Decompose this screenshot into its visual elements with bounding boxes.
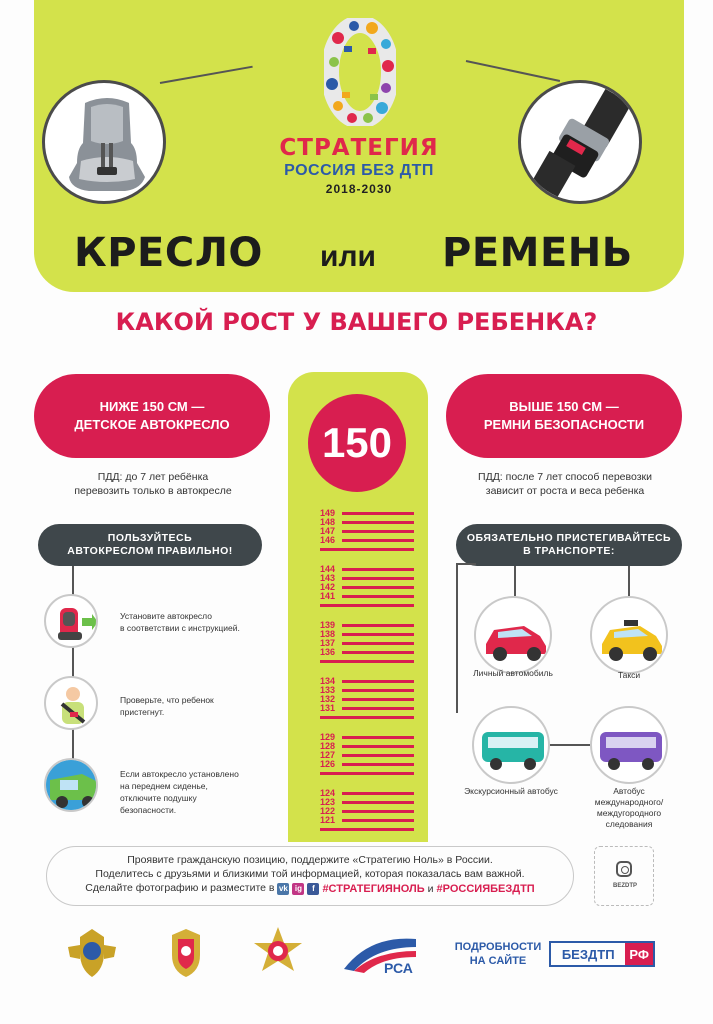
step-2-line1: Проверьте, что ребенок (120, 695, 214, 705)
step-1-circle (44, 594, 98, 648)
ruler-tick-label: 137 (320, 638, 336, 648)
ruler-tick-label: 134 (320, 676, 336, 686)
seatbelt-child-icon (46, 678, 98, 730)
hashtag-russia[interactable]: #РОССИЯБЕЗДТП (436, 883, 535, 895)
ruler-tick (342, 707, 414, 710)
headline-chair: КРЕСЛО (74, 230, 263, 276)
more-line2: НА САЙТЕ (469, 955, 527, 967)
step-2-line2: пристегнут. (120, 707, 165, 717)
ruler-tick-label: 126 (320, 759, 336, 769)
ruler-tick (342, 577, 414, 580)
ruler-tick-label: 121 (320, 815, 336, 825)
right-note-line1: ПДД: после 7 лет способ перевозки (478, 471, 652, 483)
ruler-tick-label: 129 (320, 732, 336, 742)
buckle-up-bar (456, 524, 682, 566)
buckle-up-line2: В ТРАНСПОРТЕ: (523, 545, 615, 557)
left-note-line1: ПДД: до 7 лет ребёнка (97, 471, 209, 483)
logo-years: 2018-2030 (325, 182, 393, 196)
ruler-tick-label: 142 (320, 582, 336, 592)
step-1-line2: в соответствии с инструкцией. (120, 623, 240, 633)
red-car-icon (476, 598, 552, 674)
intercity-bus-circle (590, 706, 668, 784)
ministry-transport-emblem-icon (64, 925, 120, 981)
hashtag-and: и (427, 883, 434, 895)
green-car-icon (46, 760, 98, 812)
left-rule-note (28, 470, 278, 498)
intercity-bus-icon (592, 708, 668, 784)
ruler-tick (342, 539, 414, 542)
height-ruler (288, 372, 428, 842)
hashtag-strategy[interactable]: #СТРАТЕГИЯНОЛЬ (322, 883, 425, 895)
ruler-tick (342, 736, 414, 739)
ruler-tick (342, 586, 414, 589)
intercity-line4: следования (605, 819, 653, 829)
civic-message (46, 846, 574, 906)
ruler-tick-label: 122 (320, 806, 336, 816)
child-seat-icon (45, 83, 166, 204)
connector-right (466, 60, 560, 82)
ruler-tick-label: 149 (320, 508, 336, 518)
ruler-tick (342, 689, 414, 692)
qr-label: BEZDTP (613, 883, 637, 889)
intercity-line1: Автобус (613, 786, 645, 796)
more-line1: ПОДРОБНОСТИ (454, 941, 542, 953)
ruler-tick-label: 136 (320, 647, 336, 657)
strategy-logo (254, 18, 464, 203)
step-3-text (120, 768, 270, 816)
above-150-line1: ВЫШЕ 150 СМ — (509, 399, 619, 414)
step-3-line4: безопасности. (120, 805, 177, 815)
below-150-line2: ДЕТСКОЕ АВТОКРЕСЛО (74, 417, 230, 432)
ruler-badge: 150 (308, 394, 406, 492)
ruler-tick-label: 131 (320, 703, 336, 713)
ruler-tick (342, 754, 414, 757)
civic-line1: Проявите гражданскую позицию, поддержите «Стратегию Ноль» в России. (127, 854, 493, 866)
right-rule-note (440, 470, 690, 498)
page-question: КАКОЙ РОСТ У ВАШЕГО РЕБЕНКА? (115, 308, 598, 336)
facebook-icon[interactable]: f (307, 883, 319, 895)
intercity-bus-label (574, 786, 684, 830)
right-connector-v1 (514, 566, 516, 596)
ruler-tick (342, 698, 414, 701)
right-connector-v2 (628, 566, 630, 596)
use-seat-line1: ПОЛЬЗУЙТЕСЬ (107, 532, 193, 544)
social-links (277, 882, 534, 896)
headline-or: или (320, 240, 376, 273)
ruler-major-tick (320, 828, 414, 831)
site-link[interactable] (549, 941, 655, 967)
ruler-tick-label: 133 (320, 685, 336, 695)
ruler-tick (342, 745, 414, 748)
ruler-tick (342, 642, 414, 645)
step-1-text (120, 610, 270, 634)
above-150-line2: РЕМНИ БЕЗОПАСНОСТИ (483, 417, 645, 432)
ruler-major-tick (320, 548, 414, 551)
taxi-circle (590, 596, 668, 674)
site-domain: РФ (625, 943, 653, 965)
instagram-qr[interactable] (594, 846, 654, 906)
ruler-major-tick (320, 716, 414, 719)
site-name: БЕЗДТП (561, 946, 615, 962)
ruler-tick (342, 819, 414, 822)
seatbelt-icon (521, 83, 642, 204)
vk-icon[interactable]: vk (278, 884, 288, 893)
logo-title: СТРАТЕГИЯ (279, 135, 439, 161)
ruler-tick (342, 633, 414, 636)
intercity-line2: международного/ (594, 797, 664, 807)
ruler-major-tick (320, 772, 414, 775)
step-3-circle (44, 758, 98, 812)
ruler-tick (342, 680, 414, 683)
ruler-tick (342, 624, 414, 627)
header-banner (34, 0, 684, 292)
ruler-tick (342, 568, 414, 571)
personal-car-circle (474, 596, 552, 674)
ruler-tick (342, 810, 414, 813)
ruler-tick-label: 132 (320, 694, 336, 704)
ruler-tick-label: 124 (320, 788, 336, 798)
traffic-police-emblem-icon (250, 925, 306, 981)
headline-belt: РЕМЕНЬ (442, 230, 633, 276)
ruler-tick-label: 148 (320, 517, 336, 527)
tour-bus-circle (472, 706, 550, 784)
ruler-tick-label: 143 (320, 573, 336, 583)
use-seat-correctly-bar (38, 524, 262, 566)
rsa-logo-text: РСА (384, 960, 413, 976)
ruler-tick-label: 123 (320, 797, 336, 807)
logo-subtitle: РОССИЯ БЕЗ ДТП (284, 162, 434, 179)
step-3-line1: Если автокресло установлено (120, 769, 239, 779)
right-connector-h1 (456, 563, 476, 565)
ruler-major-tick (320, 604, 414, 607)
ruler-tick (342, 801, 414, 804)
step-3-line2: на переднем сиденье, (120, 781, 208, 791)
ruler-tick (342, 530, 414, 533)
taxi-label: Такси (617, 670, 641, 680)
ruler-major-tick (320, 660, 414, 663)
use-seat-line2: АВТОКРЕСЛОМ ПРАВИЛЬНО! (67, 545, 233, 557)
right-note-line2: зависит от роста и веса ребенка (485, 485, 645, 497)
step-2-circle (44, 676, 98, 730)
child-seat-circle (42, 80, 166, 204)
below-150-line1: НИЖЕ 150 СМ — (99, 399, 205, 414)
step-3-line3: отключите подушку (120, 793, 197, 803)
ruler-tick (342, 521, 414, 524)
ruler-tick (342, 763, 414, 766)
ministry-emblem-icon (158, 925, 214, 981)
ruler-tick-label: 141 (320, 591, 336, 601)
above-150-pill (446, 374, 682, 458)
instagram-icon (616, 861, 632, 877)
more-info-text (448, 940, 548, 968)
ruler-tick-label: 147 (320, 526, 336, 536)
ruler-tick-label: 127 (320, 750, 336, 760)
below-150-pill (34, 374, 270, 458)
connector-left (160, 66, 253, 84)
civic-line2: Поделитесь с друзьями и близкими той информацией, которая показалась вам важной. (95, 868, 525, 880)
buckle-up-line1: ОБЯЗАТЕЛЬНО ПРИСТЕГИВАЙТЕСЬ (466, 532, 672, 544)
ruler-tick (342, 512, 414, 515)
ruler-tick (342, 595, 414, 598)
step-2-text (120, 694, 270, 718)
civic-line3 (47, 881, 573, 896)
ruler-tick-label: 138 (320, 629, 336, 639)
ruler-tick-label: 146 (320, 535, 336, 545)
left-note-line2: перевозить только в автокресле (74, 485, 232, 497)
tour-bus-icon (474, 708, 550, 784)
right-connector-v3 (456, 563, 458, 713)
taxi-icon (592, 598, 668, 674)
personal-car-label: Личный автомобиль (473, 668, 553, 678)
ruler-tick-label: 128 (320, 741, 336, 751)
zero-logo-icon (324, 18, 396, 126)
ruler-tick-label: 139 (320, 620, 336, 630)
step-1-line1: Установите автокресло (120, 611, 212, 621)
ruler-tick-label: 144 (320, 564, 336, 574)
tour-bus-label: Экскурсионный автобус (464, 786, 558, 796)
child-seat-icon (46, 596, 98, 648)
ruler-tick (342, 792, 414, 795)
ruler-tick (342, 651, 414, 654)
seatbelt-circle (518, 80, 642, 204)
rsa-logo-icon (340, 925, 420, 981)
right-connector-h2 (548, 744, 590, 746)
intercity-line3: междугородного (596, 808, 662, 818)
civic-line3-text: Сделайте фотографию и разместите в (85, 882, 275, 894)
instagram-icon[interactable]: ig (292, 883, 304, 895)
